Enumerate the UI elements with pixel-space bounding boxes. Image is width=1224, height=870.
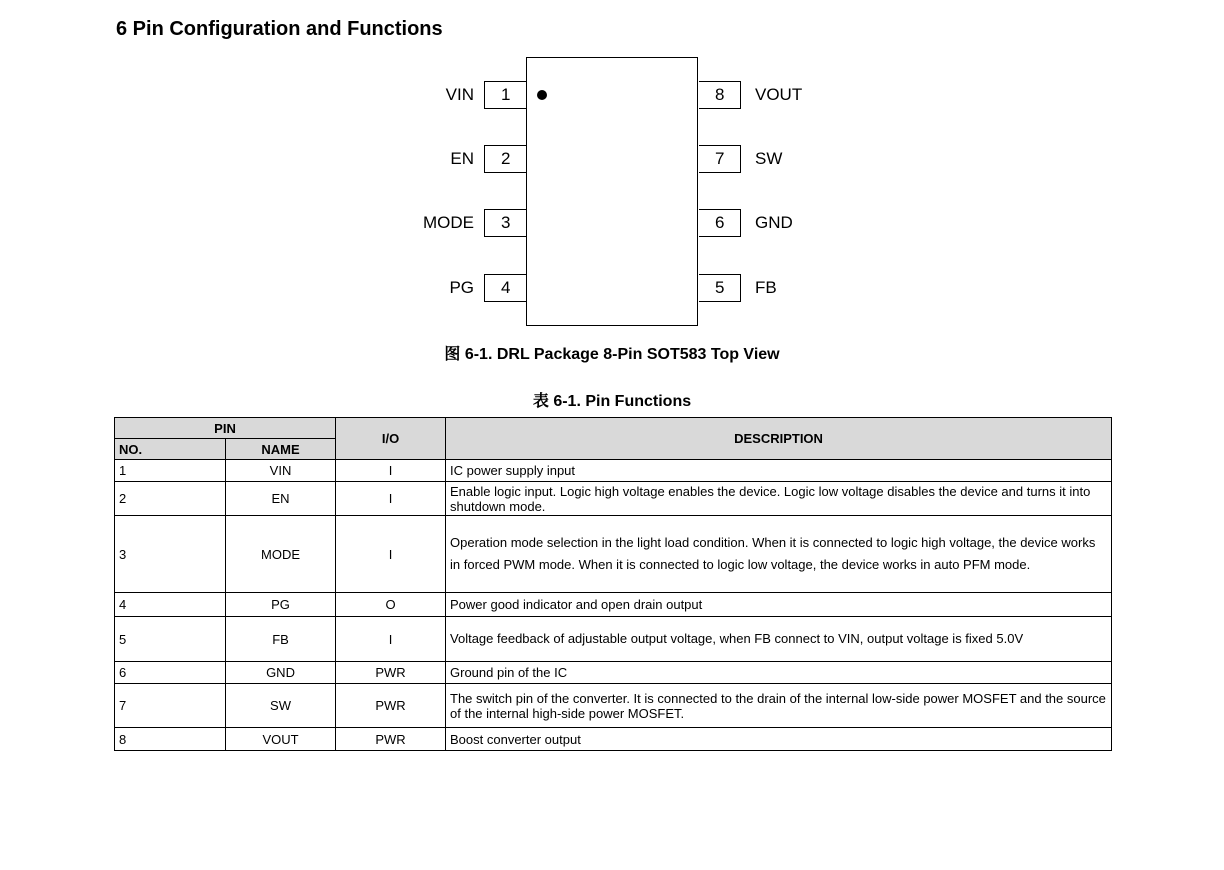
pin-number-right-8: 8 (699, 81, 741, 109)
pinout-diagram (0, 0, 1224, 340)
cell-no: 8 (115, 728, 226, 751)
cell-description: Boost converter output (446, 728, 1112, 751)
cell-description: Power good indicator and open drain output (446, 593, 1112, 617)
cell-name: VIN (226, 460, 336, 482)
pin-number-right-5: 5 (699, 274, 741, 302)
cell-io: I (336, 516, 446, 593)
cell-io: I (336, 617, 446, 662)
cell-name: VOUT (226, 728, 336, 751)
pin-label-right-8: VOUT (755, 85, 803, 104)
table-row (115, 684, 1112, 728)
cell-description: Voltage feedback of adjustable output voltage, when FB connect to VIN, output voltage is fixed 5.0V (446, 617, 1112, 662)
pin-functions-table (114, 417, 1112, 751)
cell-description: Operation mode selection in the light load condition. When it is connected to logic high voltage, the device works in forced PWM mode. When it is connected to logic low voltage, the device works in auto PFM mode. (446, 516, 1112, 593)
pin-label-left-1: VIN (445, 85, 474, 104)
pin-number-left-1: 1 (484, 81, 526, 109)
section-title: 6 Pin Configuration and Functions (116, 18, 443, 40)
cell-name: FB (226, 617, 336, 662)
cell-no: 3 (115, 516, 226, 593)
cell-no: 7 (115, 684, 226, 728)
cell-io: I (336, 460, 446, 482)
table-caption: 表 6-1. Pin Functions (532, 393, 692, 410)
cell-no: 5 (115, 617, 226, 662)
package-body (526, 57, 698, 326)
cell-name: SW (226, 684, 336, 728)
cell-no: 6 (115, 662, 226, 684)
cell-name: GND (226, 662, 336, 684)
cell-no: 2 (115, 482, 226, 516)
pin-label-left-2: EN (450, 149, 474, 168)
pin-label-right-7: SW (755, 149, 783, 168)
header-no: NO. (115, 439, 226, 460)
table-row (115, 662, 1112, 684)
table-row (115, 482, 1112, 516)
cell-io: PWR (336, 662, 446, 684)
pin-number-right-7: 7 (699, 145, 741, 173)
table-row (115, 593, 1112, 617)
table-row (115, 516, 1112, 593)
pin-label-left-4: PG (449, 278, 474, 297)
cell-name: MODE (226, 516, 336, 593)
cell-io: PWR (336, 684, 446, 728)
pin-number-left-2: 2 (484, 145, 526, 173)
pin-label-right-6: GND (755, 213, 793, 232)
pin-number-left-4: 4 (484, 274, 526, 302)
cell-description: Enable logic input. Logic high voltage enables the device. Logic low voltage disables the device and turns it into shutdown mode. (446, 482, 1112, 516)
pin1-marker-icon (537, 90, 547, 100)
header-name: NAME (226, 439, 336, 460)
cell-io: O (336, 593, 446, 617)
pin-label-left-3: MODE (423, 213, 474, 232)
header-pin: PIN (115, 418, 336, 439)
pin-number-right-6: 6 (699, 209, 741, 237)
cell-description: Ground pin of the IC (446, 662, 1112, 684)
header-io: I/O (336, 418, 446, 460)
table-row (115, 728, 1112, 751)
table-row (115, 617, 1112, 662)
cell-name: EN (226, 482, 336, 516)
table-row (115, 460, 1112, 482)
cell-io: PWR (336, 728, 446, 751)
cell-description: The switch pin of the converter. It is connected to the drain of the internal low-side power MOSFET and the source of the internal high-side power MOSFET. (446, 684, 1112, 728)
cell-description: IC power supply input (446, 460, 1112, 482)
cell-no: 1 (115, 460, 226, 482)
header-description: DESCRIPTION (446, 418, 1112, 460)
cell-name: PG (226, 593, 336, 617)
cell-no: 4 (115, 593, 226, 617)
figure-caption: 图 6-1. DRL Package 8-Pin SOT583 Top View (444, 346, 780, 363)
cell-io: I (336, 482, 446, 516)
pin-label-right-5: FB (755, 278, 777, 297)
pin-number-left-3: 3 (484, 209, 526, 237)
